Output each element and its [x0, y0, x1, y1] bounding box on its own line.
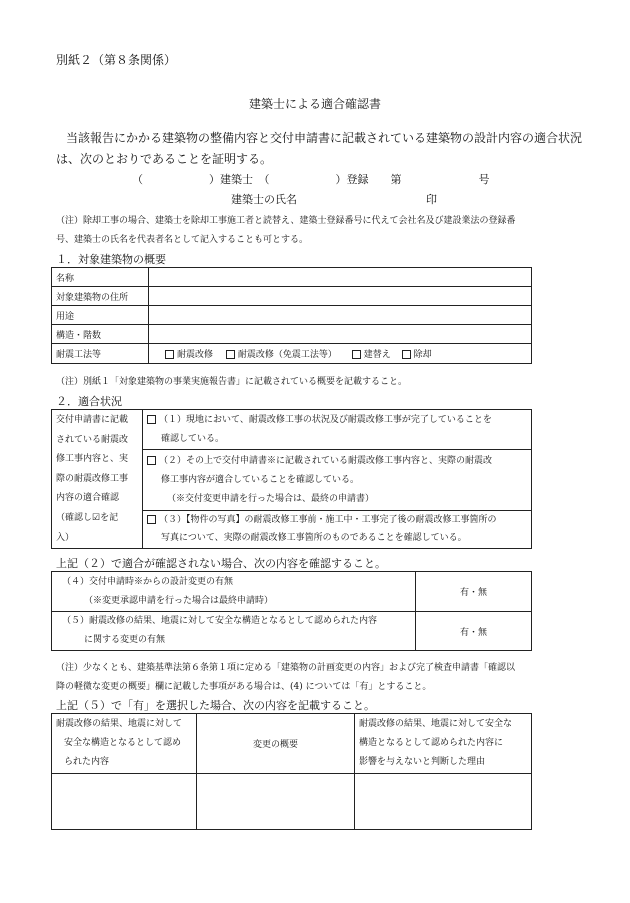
conformity-label: 交付申請書に記載 されている耐震改 修工事内容と、実 際の耐震改修工事 内容の適合確認 （確認し☑を記 入）	[52, 410, 143, 549]
yes-no-select-4[interactable]: 有・無	[416, 572, 532, 612]
check-item-3[interactable]: （３）【物件の写真】の耐震改修工事前・施工中・工事完了後の耐震改修工事箇所の 写真について、実際の耐震改修工事箇所のものであることを確認している。	[143, 510, 532, 548]
note-demolition-1: （注）除却工事の場合、建築士を除却工事施工者と読替え、建築士登録番号に代えて会社名及び建設業法の登録番	[56, 216, 516, 226]
section3-note-1: （注）少なくとも、建築基準法第６条第１項に定める「建築物の計画変更の内容」および完了検査申請書「確認以	[56, 663, 516, 673]
row-label-method: 耐震工法等	[52, 344, 149, 364]
section4-heading: 上記（５）で「有」を選択した場合、次の内容を記載すること。	[56, 699, 375, 712]
row-label-address: 対象建築物の住所	[52, 287, 149, 306]
section1-note: （注）別紙１「対象建築物の事業実施報告書」に記載されている概要を記載すること。	[56, 377, 408, 387]
architect-name-label: 建築士の氏名	[231, 193, 297, 206]
checkbox-retrofit[interactable]: 耐震改修	[165, 350, 213, 360]
certified-content-field[interactable]	[52, 774, 197, 830]
change-summary-field[interactable]	[197, 774, 355, 830]
method-options	[149, 344, 532, 364]
document-title: 建築士による適合確認書	[249, 97, 382, 111]
name-field[interactable]	[149, 268, 532, 287]
section3-heading: 上記（２）で適合が確認されない場合、次の内容を確認すること。	[56, 557, 386, 570]
col-header-reason: 耐震改修の結果、地震に対して安全な 構造となるとして認められた内容に 影響を与えないと判断した理由	[355, 714, 532, 774]
col-header-change-summary: 変更の概要	[197, 714, 355, 774]
seal-mark: 印	[426, 193, 437, 206]
note-demolition-2: 号、建築士の氏名を代表者名として記入することも可とする。	[56, 235, 309, 245]
checkbox-rebuild[interactable]: 建替え	[352, 350, 391, 360]
checkbox-demolition[interactable]: 除却	[402, 350, 432, 360]
checkbox-retrofit-isolation[interactable]: 耐震改修（免震工法等）	[226, 350, 337, 360]
address-field[interactable]	[149, 287, 532, 306]
change-row-4: （４）交付申請時※からの設計変更の有無 （※変更承認申請を行った場合は最終申請時）	[52, 572, 416, 612]
row-label-use: 用途	[52, 306, 149, 325]
reason-field[interactable]	[355, 774, 532, 830]
col-header-certified-content: 耐震改修の結果、地震に対して 安全な構造となるとして認め られた内容	[52, 714, 197, 774]
check-item-1[interactable]: （１）現地において、耐震改修工事の状況及び耐震改修工事が完了していることを 確認している。	[143, 410, 532, 450]
signature-line: （ ）建築士 （ ）登録 第 号	[132, 173, 490, 186]
design-change-table	[51, 571, 532, 651]
change-detail-table	[51, 713, 532, 830]
checkbox-item-3[interactable]	[147, 515, 156, 524]
row-label-structure: 構造・階数	[52, 325, 149, 344]
conformity-table	[51, 409, 532, 549]
use-field[interactable]	[149, 306, 532, 325]
checkbox-item-2[interactable]	[147, 456, 156, 465]
section3-note-2: 降の軽微な変更の概要」欄に記載した事項がある場合は、(4) については「有」とすること。	[56, 682, 432, 692]
building-overview-table	[51, 267, 532, 364]
change-row-5: （５）耐震改修の結果、地震に対して安全な構造となるとして認められた内容 に関する変更の有無	[52, 612, 416, 651]
intro-line-2: は、次のとおりであることを証明する。	[56, 152, 273, 166]
yes-no-select-5[interactable]: 有・無	[416, 612, 532, 651]
row-label-name: 名称	[52, 268, 149, 287]
section1-heading: １．対象建築物の概要	[56, 253, 166, 266]
checkbox-item-1[interactable]	[147, 415, 156, 424]
section2-heading: ２．適合状況	[56, 395, 122, 408]
check-item-2[interactable]: （２）その上で交付申請書※に記載されている耐震改修工事内容と、実際の耐震改 修工事内容が適合していることを確認している。 （※交付変更申請を行った場合は、最終の申請書）	[143, 450, 532, 511]
annex-label: 別紙２（第８条関係）	[56, 53, 177, 67]
structure-field[interactable]	[149, 325, 532, 344]
intro-line-1: 当該報告にかかる建築物の整備内容と交付申請書に記載されている建築物の設計内容の適合状況	[66, 131, 583, 145]
